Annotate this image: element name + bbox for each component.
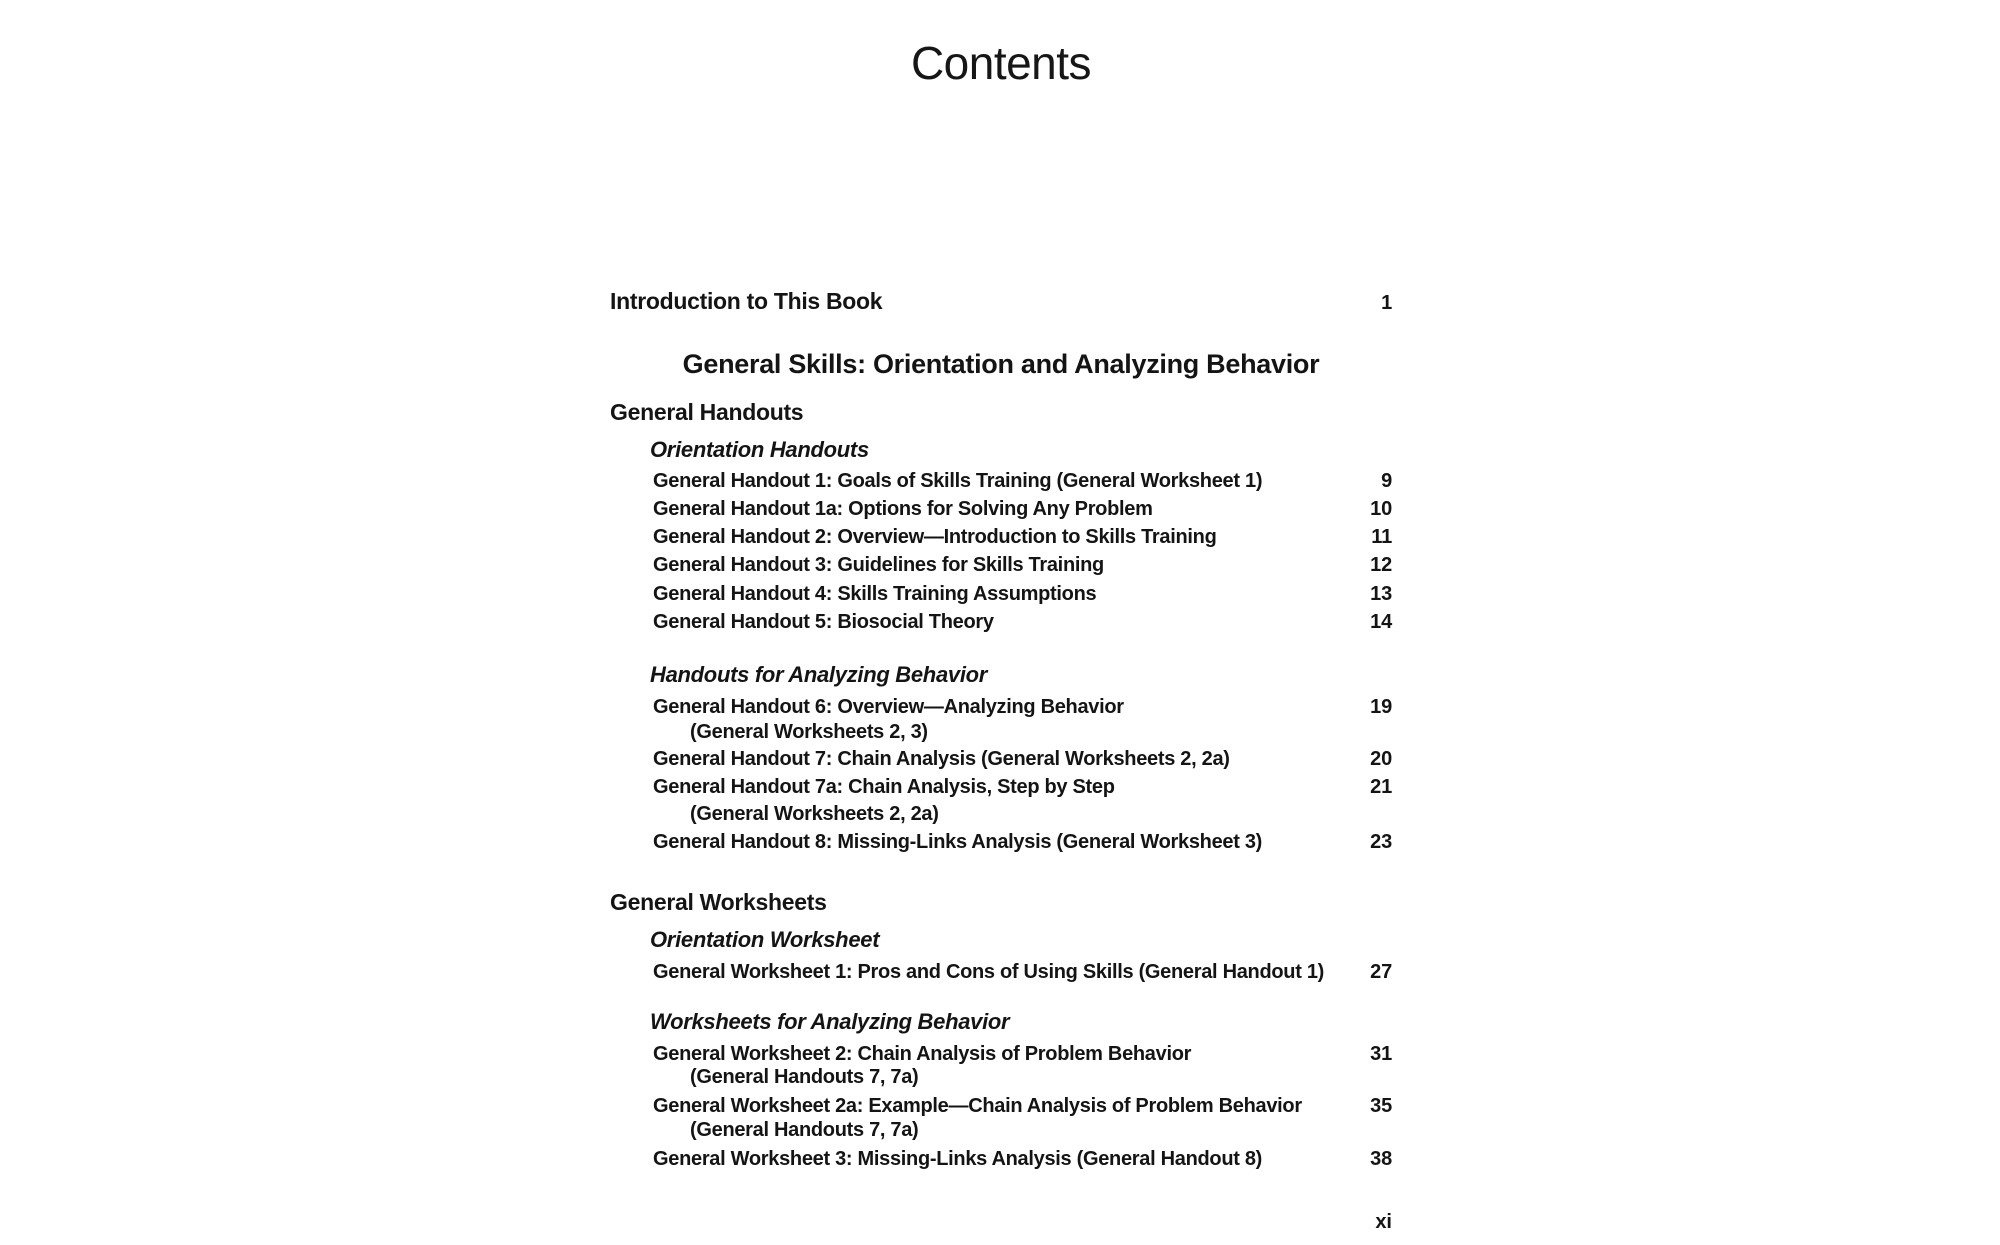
toc-entry xyxy=(610,495,1392,523)
toc-entry xyxy=(610,1092,1392,1120)
toc-entry xyxy=(610,1145,1392,1173)
toc-entry-title: General Handout 1: Goals of Skills Training (General Worksheet 1) xyxy=(653,470,1263,492)
toc-entry-page-number: 13 xyxy=(1370,583,1392,605)
toc-entry xyxy=(610,958,1392,986)
toc-entry-title: Introduction to This Book xyxy=(610,288,883,314)
toc-entry-page-number: 20 xyxy=(1370,748,1392,770)
subheading-orientation-worksheet: Orientation Worksheet xyxy=(650,927,880,952)
toc-entry-title: General Handout 7: Chain Analysis (General Worksheets 2, 2a) xyxy=(653,748,1230,770)
toc-entry-page-number: 11 xyxy=(1371,526,1392,548)
toc-entry-page-number: 27 xyxy=(1370,961,1392,983)
toc-entry-page-number: 14 xyxy=(1370,611,1392,633)
toc-entry-page-number: 38 xyxy=(1370,1148,1392,1170)
subheading-handouts-for-analyzing-behavior: Handouts for Analyzing Behavior xyxy=(650,662,988,687)
toc-entry-title: General Handout 6: Overview—Analyzing Behavior xyxy=(653,696,1124,718)
toc-entry-title: General Handout 2: Overview—Introduction to Skills Training xyxy=(653,526,1217,548)
toc-entry-title: General Worksheet 2: Chain Analysis of Problem Behavior xyxy=(653,1043,1192,1065)
toc-entry-continuation: (General Worksheets 2, 3) xyxy=(690,721,928,743)
toc-entry-page-number: 35 xyxy=(1370,1095,1392,1117)
toc-entry-continuation: (General Worksheets 2, 2a) xyxy=(690,803,939,825)
page-folio xyxy=(610,1208,1392,1236)
toc-entry-introduction xyxy=(610,286,1392,316)
page-title: Contents xyxy=(910,37,1092,89)
toc-entry-continuation: (General Handouts 7, 7a) xyxy=(690,1066,919,1088)
toc-entry-title: General Handout 8: Missing-Links Analysis (General Worksheet 3) xyxy=(653,831,1263,853)
toc-entry-title: General Handout 5: Biosocial Theory xyxy=(653,611,994,633)
toc-entry xyxy=(610,608,1392,636)
group-heading-general-worksheets: General Worksheets xyxy=(610,889,827,915)
toc-entry xyxy=(610,773,1392,801)
toc-entry-title: General Worksheet 1: Pros and Cons of Using Skills (General Handout 1) xyxy=(653,961,1325,983)
toc-entry xyxy=(610,693,1392,721)
group-heading-general-handouts: General Handouts xyxy=(610,399,804,425)
toc-entry xyxy=(610,523,1392,551)
toc-entry-page-number: 10 xyxy=(1370,498,1392,520)
toc-entry-page-number: 31 xyxy=(1370,1043,1392,1065)
toc-entry-page-number: 12 xyxy=(1370,554,1392,576)
toc-entry-page-number: 23 xyxy=(1370,831,1392,853)
toc-entry-page-number: 1 xyxy=(1381,292,1392,314)
toc-entry-title: General Handout 4: Skills Training Assumptions xyxy=(653,583,1097,605)
toc-entry-continuation: (General Handouts 7, 7a) xyxy=(690,1119,919,1141)
section-heading: General Skills: Orientation and Analyzing Behavior xyxy=(682,349,1320,379)
toc-entry-title: General Handout 3: Guidelines for Skills Training xyxy=(653,554,1104,576)
toc-entry-title: General Worksheet 3: Missing-Links Analysis (General Handout 8) xyxy=(653,1148,1263,1170)
subheading-orientation-handouts: Orientation Handouts xyxy=(650,437,869,462)
toc-entry xyxy=(610,580,1392,608)
toc-entry-page-number: 19 xyxy=(1370,696,1392,718)
toc-entry xyxy=(610,551,1392,579)
toc-entry xyxy=(610,467,1392,495)
toc-entry-page-number: 9 xyxy=(1381,470,1392,492)
subheading-worksheets-for-analyzing-behavior: Worksheets for Analyzing Behavior xyxy=(650,1009,1010,1034)
toc-entry-title: General Worksheet 2a: Example—Chain Analysis of Problem Behavior xyxy=(653,1095,1302,1117)
toc-entry-page-number: 21 xyxy=(1370,776,1392,798)
toc-entry xyxy=(610,745,1392,773)
toc-entry-title: General Handout 7a: Chain Analysis, Step by Step xyxy=(653,776,1115,798)
toc-entry-title: General Handout 1a: Options for Solving Any Problem xyxy=(653,498,1153,520)
page-folio-number: xi xyxy=(1375,1211,1392,1233)
toc-entry xyxy=(610,828,1392,856)
